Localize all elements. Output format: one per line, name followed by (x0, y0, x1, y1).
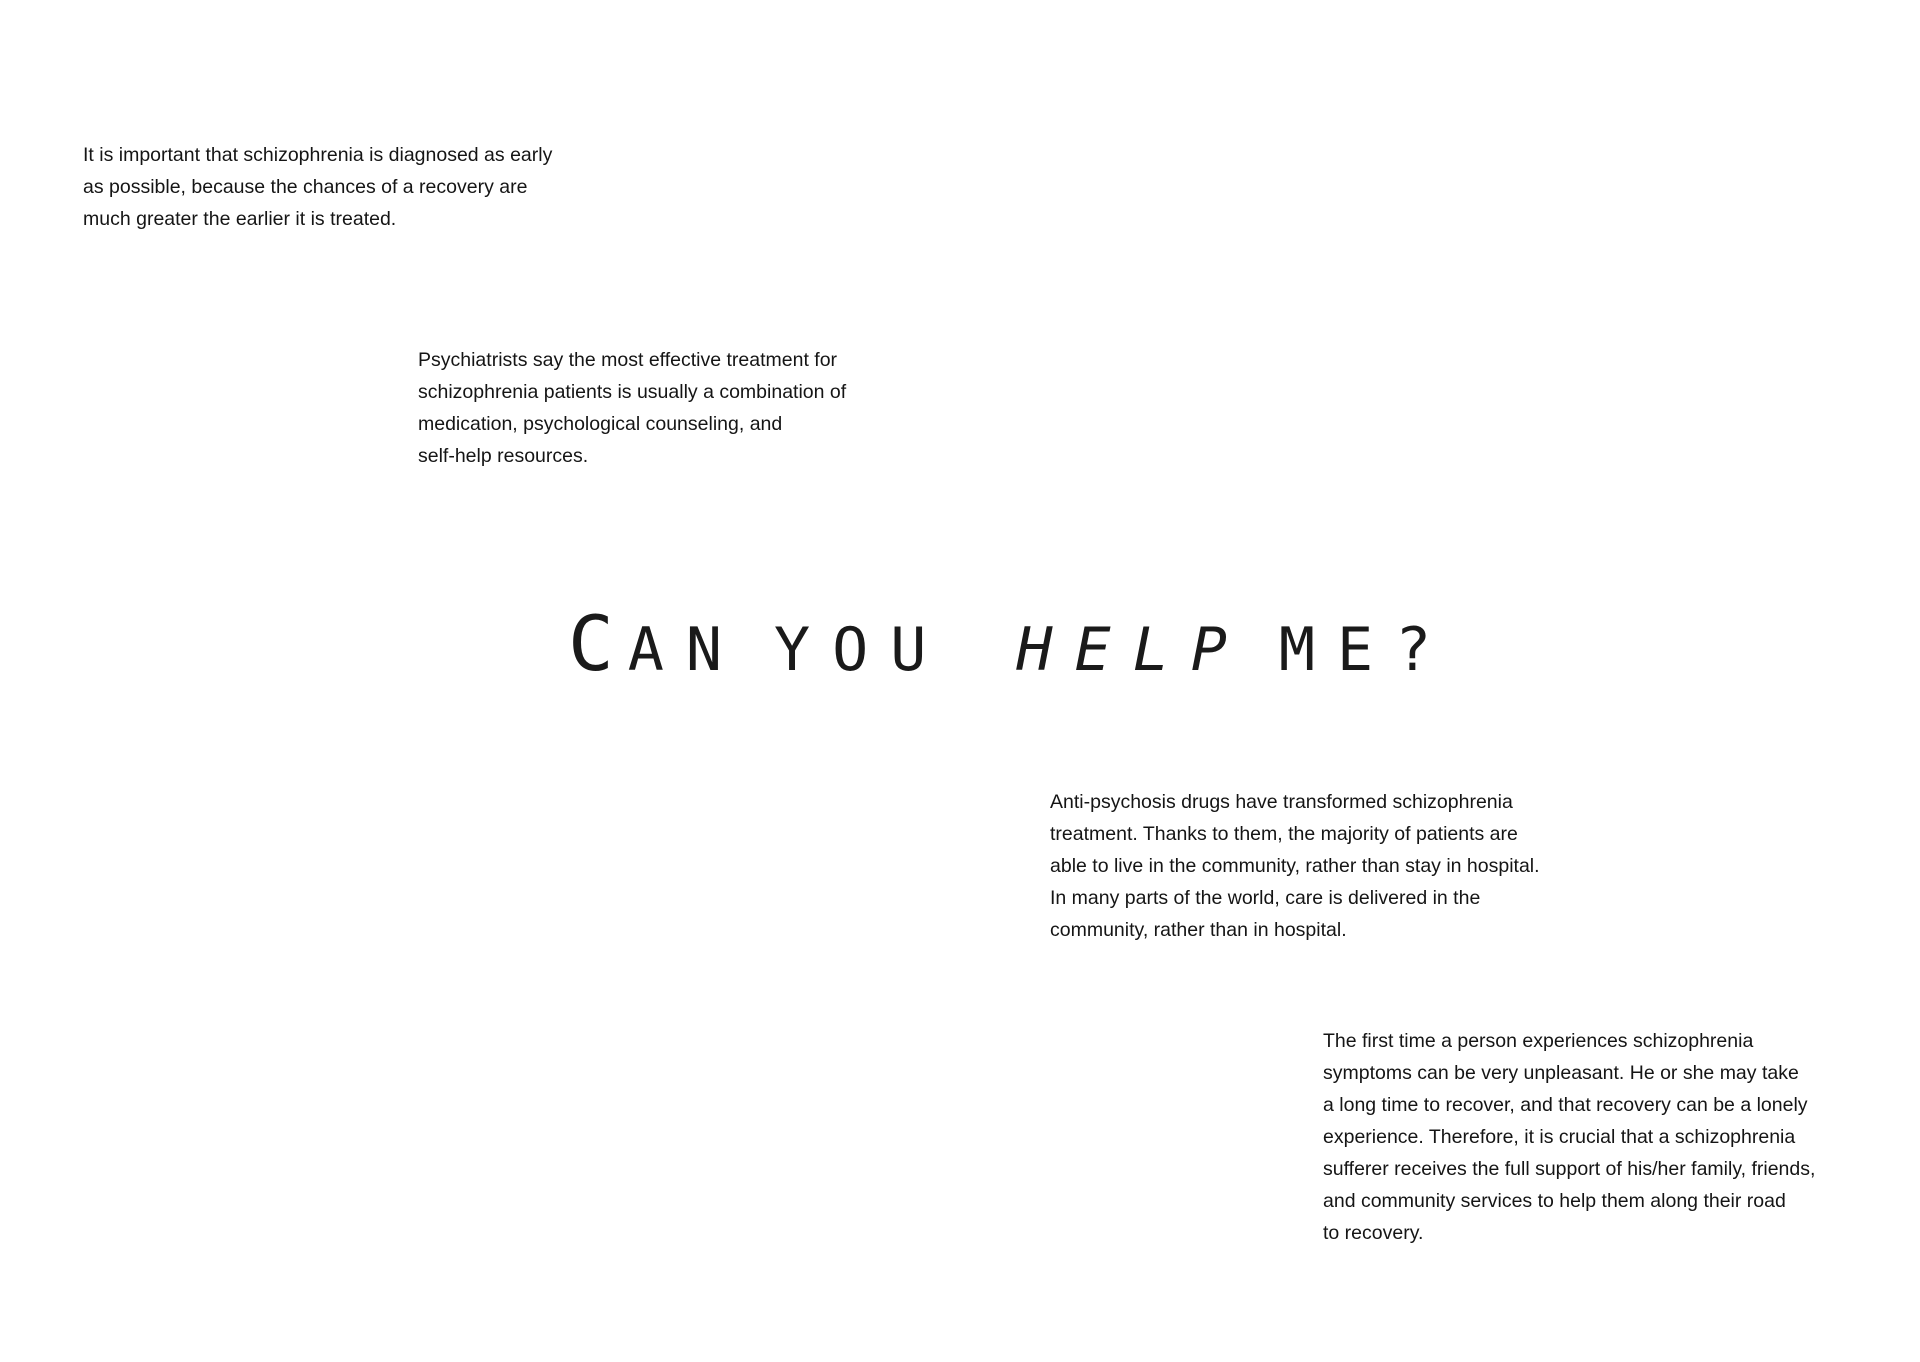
paragraph-support: The first time a person experiences schizophrenia symptoms can be very unpleasant. He or she may take a long time to recover, and that recovery can be a lonely experience. Therefore, it is crucial that a schizophrenia sufferer receives the full support of his/her family, friends, and community services to help them along their road to recovery. (1323, 1030, 1816, 1244)
headline-word-an: AN (627, 615, 745, 685)
paragraph-drugs: Anti-psychosis drugs have transformed schizophrenia treatment. Thanks to them, the majority of patients are able to live in the community, rather than stay in hospital. In many parts of the world, care is delivered in the community, rather than in hospital. (1050, 791, 1540, 941)
headline-word-you: YOU (774, 615, 949, 685)
paragraph-treatment: Psychiatrists say the most effective treatment for schizophrenia patients is usually a combination of medication, psychological counseling, and self-help resources. (418, 349, 847, 467)
headline (568, 599, 1454, 699)
headline-word-me: ME? (1278, 615, 1454, 685)
headline-initial: C (568, 599, 628, 688)
headline-word-help: HELP (1016, 615, 1249, 685)
paragraph-early-diagnosis: It is important that schizophrenia is diagnosed as early as possible, because the chances of a recovery are much greater the earlier it is treated. (83, 144, 553, 230)
